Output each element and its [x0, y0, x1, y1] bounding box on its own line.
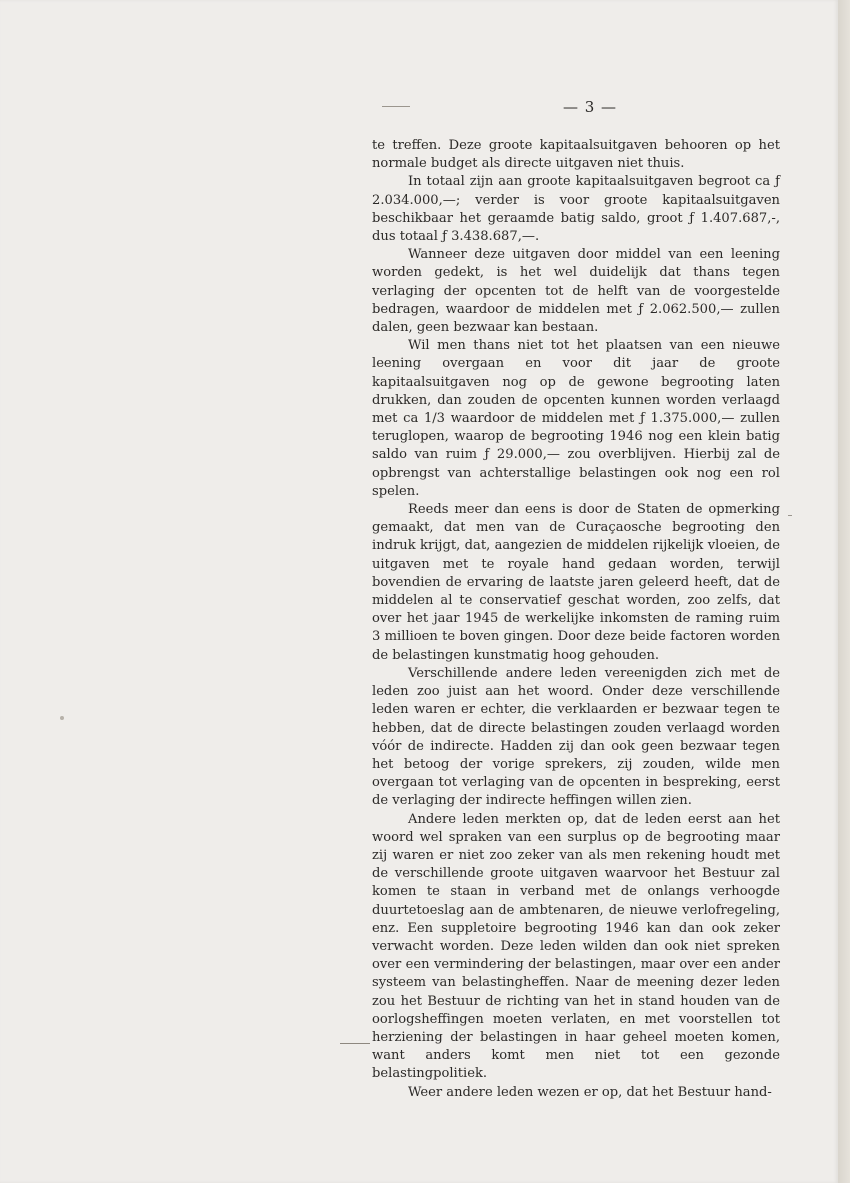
paragraph: Weer andere leden wezen er op, dat het Bestuur hand-	[408, 1084, 772, 1100]
paragraph: Wanneer deze uitgaven door middel van een leening worden gedekt, is het wel duidelijk dat thans tegen verlaging der opcenten tot de helft van de voorgestelde bedragen, waardoor de middelen met ƒ 2.062.500,— zullen dalen, geen bezwaar kan bestaan.	[372, 247, 780, 336]
scan-edge	[838, 0, 850, 1183]
paragraph: Reeds meer dan eens is door de Staten de opmerking gemaakt, dat men van de Curaçaosche begrooting den indruk krijgt, dat, aangezien de middelen rijkelijk vloeien, de uitgaven met te royale hand gedaan worden, terwijl bovendien de ervaring de laatste jaren geleerd heeft, dat de middelen al te conservatief geschat worden, zoo zelfs, dat over het jaar 1945 de werkelijke inkomsten de raming ruim 3 millioen te boven gingen. Door deze beide factoren worden de belastingen kunstmatig hoog gehouden.	[372, 502, 780, 663]
paper-speck	[60, 716, 64, 720]
margin-pencil-line	[340, 1043, 370, 1044]
paragraph: Wil men thans niet tot het plaatsen van een nieuwe leening overgaan en voor dit jaar de groote kapitaalsuitgaven nog op de gewone begrooting laten drukken, dan zouden de opcenten kunnen worden verlaagd met ca 1/3 waardoor de middelen met ƒ 1.375.000,— zullen teruglopen, waarop de begrooting 1946 nog een klein batig saldo van ruim ƒ 29.000,— zou overblijven. Hierbij zal de opbrengst van achterstallige belastingen ook nog een rol spelen.	[372, 338, 780, 499]
paragraph: te treffen. Deze groote kapitaalsuitgaven behooren op het normale budget als directe uitgaven niet thuis.	[372, 138, 780, 172]
paragraph: In totaal zijn aan groote kapitaalsuitgaven begroot ca ƒ 2.034.000,—; verder is voor groote kapitaalsuitgaven beschikbaar het geraamde batig saldo, groot ƒ 1.407.687,-, dus totaal ƒ 3.438.687,—.	[372, 174, 780, 245]
page-number: — 3 —	[562, 98, 618, 116]
paragraph: Verschillende andere leden vereenigden zich met de leden zoo juist aan het woord. Onder deze verschillende leden waren er echter, die verklaarden er bezwaar tegen te hebben, dat de directe belastingen zouden verlaagd worden vóór de indirecte. Hadden zij dan ook geen bezwaar tegen het betoog der vorige sprekers, zij zouden, wilde men overgaan tot verlaging van de opcenten in bespreking, eerst de verlaging der indirecte heffingen willen zien.	[372, 665, 780, 809]
body-text	[372, 137, 780, 1102]
paragraph: Andere leden merkten op, dat de leden eerst aan het woord wel spraken van een surplus op de begrooting maar zij waren er niet zoo zeker van als men rekening houdt met de verschillende groote uitgaven waarvoor het Bestuur zal komen te staan in verband met de onlangs verhoogde duurtetoeslag aan de ambtenaren, de nieuwe verlofregeling, enz. Een suppletoire begrooting 1946 kan dan ook zeker verwacht worden. Deze leden wilden dan ook niet spreken over een vermindering der belastingen, maar over een ander systeem van belastingheffen. Naar de meening dezer leden zou het Bestuur de richting van het in stand houden van de oorlogsheffingen moeten verlaten, en met voorstellen tot herziening der belastingen in haar geheel moeten komen, want anders komt men niet tot een gezonde belastingpolitiek.	[372, 811, 780, 1082]
pencil-mark	[382, 106, 410, 107]
margin-tick	[788, 515, 792, 516]
